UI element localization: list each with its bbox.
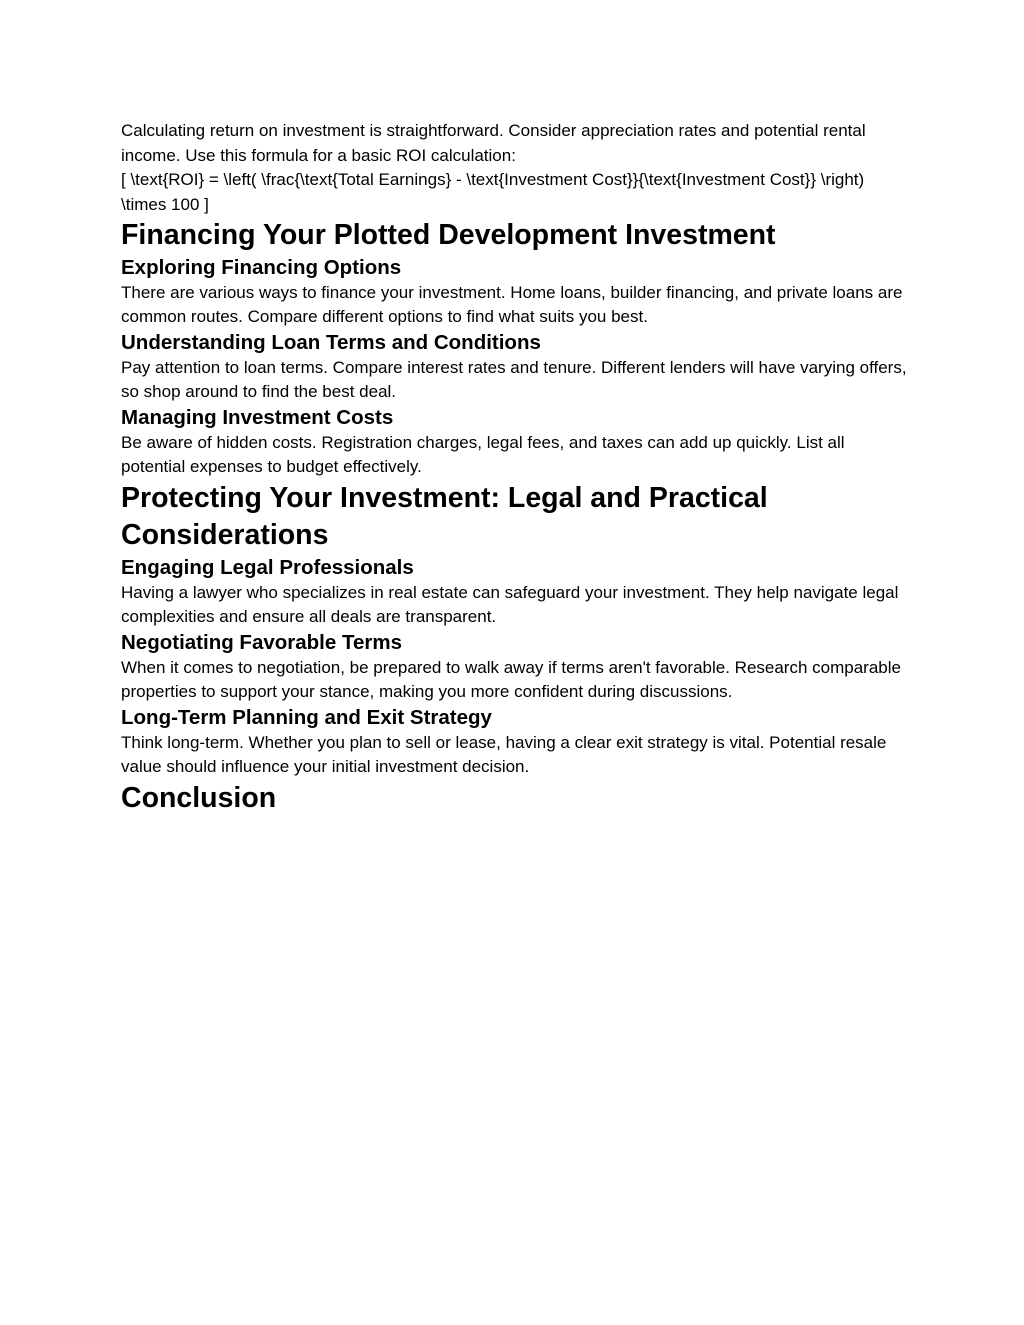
roi-formula: [ \text{ROI} = \left( \frac{\text{Total Earnings} - \text{Investment Cost}}{\text{Investment Cost}} \right) \times 100 ]	[121, 170, 865, 214]
negotiating-heading: Negotiating Favorable Terms	[121, 630, 402, 654]
loan-terms-heading: Understanding Loan Terms and Conditions	[121, 330, 541, 354]
long-term-text: Think long-term. Whether you plan to sell or lease, having a clear exit strategy is vital. Potential resale value should influence your initial investment decision.	[121, 732, 887, 776]
intro-paragraph: Calculating return on investment is straightforward. Consider appreciation rates and potential rental income. Use this formula for a basic ROI calculation:	[121, 121, 866, 165]
loan-terms-text: Pay attention to loan terms. Compare interest rates and tenure. Different lenders will have varying offers, so shop around to find the best deal.	[121, 357, 907, 401]
long-term-heading: Long-Term Planning and Exit Strategy	[121, 705, 492, 729]
legal-professionals-heading: Engaging Legal Professionals	[121, 555, 414, 579]
financing-heading: Financing Your Plotted Development Investment	[121, 219, 776, 251]
conclusion-heading: Conclusion	[121, 781, 277, 814]
negotiating-text: When it comes to negotiation, be prepared to walk away if terms aren't favorable. Research comparable properties to support your stance, making you more confident during discussions.	[121, 657, 901, 701]
financing-options-heading: Exploring Financing Options	[121, 255, 402, 279]
investment-costs-heading: Managing Investment Costs	[121, 405, 394, 429]
investment-costs-text: Be aware of hidden costs. Registration charges, legal fees, and taxes can add up quickly. List all potential expenses to budget effectively.	[121, 432, 845, 476]
document-page	[121, 119, 911, 817]
legal-professionals-text: Having a lawyer who specializes in real estate can safeguard your investment. They help navigate legal complexities and ensure all deals are transparent.	[121, 582, 899, 626]
protecting-heading: Protecting Your Investment: Legal and Practical Considerations	[121, 481, 768, 551]
financing-options-text: There are various ways to finance your investment. Home loans, builder financing, and private loans are common routes. Compare different options to find what suits you best.	[121, 282, 903, 326]
